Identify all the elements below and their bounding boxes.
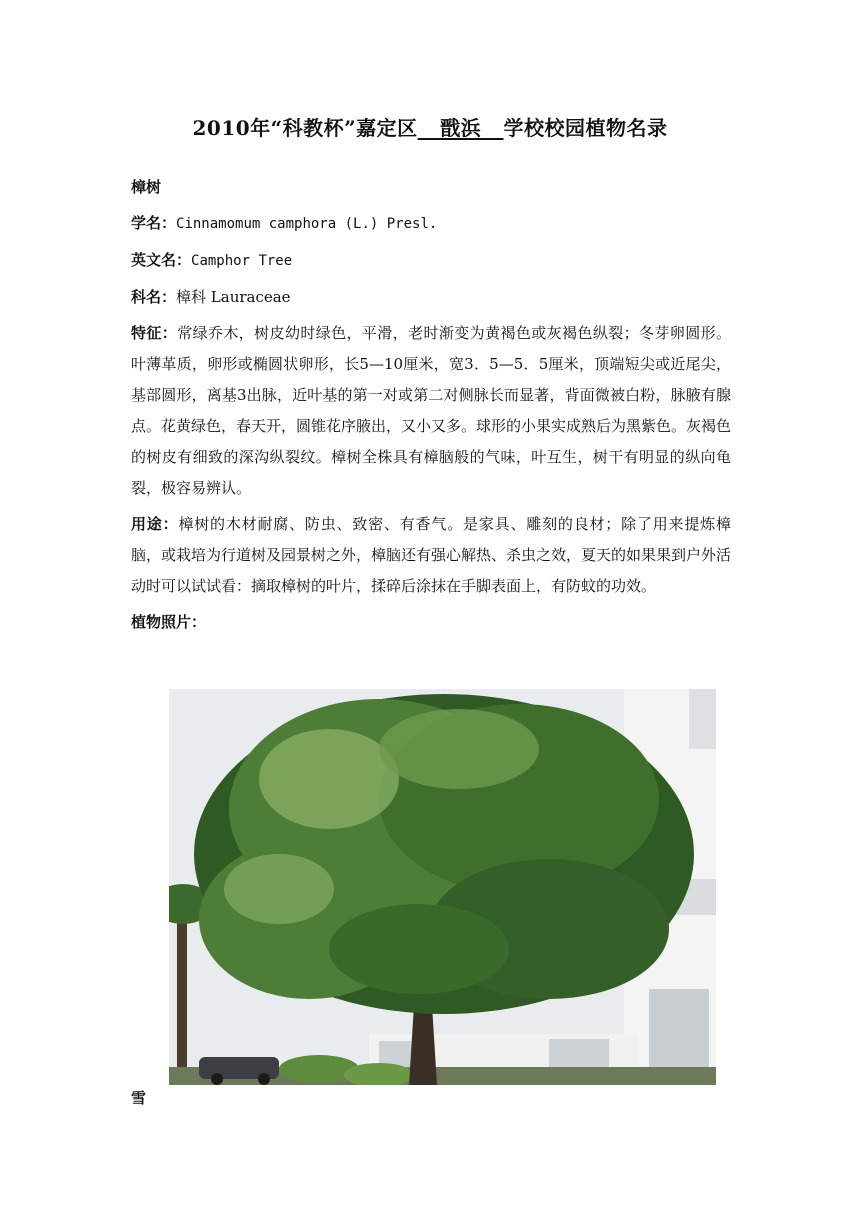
- title-suffix: 学校校园植物名录: [503, 116, 668, 140]
- tree-photo-illustration: [169, 689, 716, 1085]
- uses-label: 用途：: [131, 515, 179, 533]
- english-name-value: Camphor Tree: [191, 253, 293, 269]
- scientific-name-label: 学名：: [131, 214, 177, 232]
- photo-label: 植物照片：: [131, 613, 207, 631]
- plant-name: 樟树: [131, 178, 162, 196]
- scientific-name-value: Cinnamomum camphora (L.) Presl.: [176, 216, 438, 232]
- features-label: 特征：: [131, 324, 178, 342]
- features-text: 常绿乔木，树皮幼时绿色，平滑，老时渐变为黄褐色或灰褐色纵裂；冬芽卵圆形。叶薄革质，卵形或椭圆状卵形，长5—10厘米，宽3．5—5．5厘米，顶端短尖或近尾尖，基部圆形，离基3出脉，近叶基的第一对或第二对侧脉长而显著，背面微被白粉，脉腋有腺点。花黄绿色，春天开，圆锥花序腋出，又小又多。球形的小果实成熟后为黑紫色。灰褐色的树皮有细致的深沟纵裂纹。樟树全株具有樟脑般的气味，叶互生，树干有明显的纵向龟裂，极容易辨认。: [131, 324, 732, 497]
- next-plant-heading: 雪: [131, 1089, 147, 1107]
- plant-entry: [131, 172, 731, 643]
- camphor-tree-photo: [169, 689, 716, 1085]
- english-name-line: [131, 245, 731, 277]
- scientific-name-line: [131, 208, 731, 240]
- title-school-blank: 戬浜: [417, 116, 504, 140]
- features-paragraph: [131, 318, 731, 504]
- uses-paragraph: [131, 509, 731, 602]
- uses-text: 樟树的木材耐腐、防虫、致密、有香气。是家具、雕刻的良材；除了用来提炼樟脑，或栽培为行道树及园景树之外，樟脑还有强心解热、杀虫之效，夏天的如果果到户外活动时可以试试看：摘取樟树的叶片，揉碎后涂抹在手脚表面上，有防蚊的功效。: [131, 515, 732, 595]
- family-label: 科名：: [131, 288, 177, 306]
- family-value: 樟科 Lauraceae: [176, 288, 291, 306]
- title-prefix: 2010年“科教杯”嘉定区: [192, 116, 418, 140]
- page-title: [0, 112, 860, 141]
- family-line: [131, 282, 731, 313]
- english-name-label: 英文名：: [131, 251, 192, 269]
